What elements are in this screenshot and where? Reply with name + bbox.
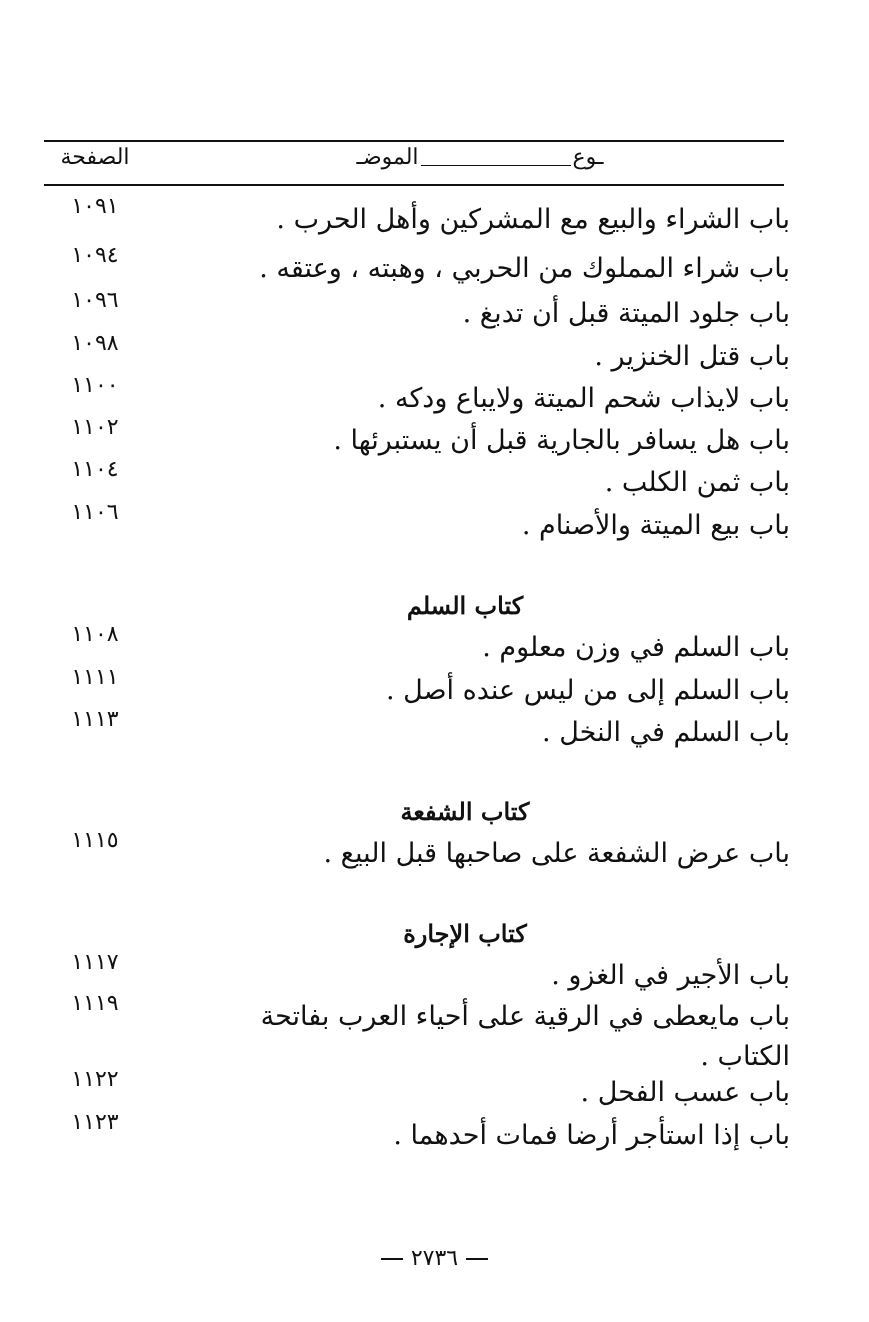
entry-title-continuation: الكتاب . bbox=[700, 1041, 790, 1072]
entry-title: باب السلم في وزن معلوم . bbox=[482, 632, 790, 663]
book-heading: كتاب الإجارة bbox=[403, 919, 527, 948]
header-page: الصفحة bbox=[60, 145, 130, 170]
footer-dash-left bbox=[381, 1258, 403, 1260]
entry-page: ١١٢٢ bbox=[71, 1067, 119, 1092]
toc-entry[interactable] bbox=[40, 1110, 790, 1158]
entry-page: ١١٠٢ bbox=[71, 415, 119, 440]
toc-entry[interactable] bbox=[40, 950, 790, 998]
header-subject bbox=[340, 143, 620, 181]
toc-entry[interactable] bbox=[40, 457, 790, 505]
entry-title: باب إذا استأجر أرضا فمات أحدهما . bbox=[393, 1120, 790, 1151]
entry-title: باب عسب الفحل . bbox=[580, 1077, 790, 1108]
footer-dash-right bbox=[466, 1258, 488, 1260]
toc-entry[interactable] bbox=[40, 707, 790, 755]
toc-entry[interactable] bbox=[40, 415, 790, 463]
toc-entry[interactable] bbox=[40, 288, 790, 336]
entry-page: ١١١٥ bbox=[71, 828, 119, 853]
entry-title: باب الشراء والبيع مع المشركين وأهل الحرب . bbox=[276, 204, 790, 235]
header-top-rule bbox=[44, 140, 784, 142]
toc-entry[interactable] bbox=[40, 373, 790, 421]
entry-title: باب الأجير في الغزو . bbox=[551, 960, 790, 991]
toc-entry[interactable] bbox=[40, 500, 790, 548]
entry-page: ١١١٣ bbox=[71, 707, 119, 732]
entry-page: ١١١٧ bbox=[71, 950, 119, 975]
entry-title: باب مايعطى في الرقية على أحياء العرب بفاتحة bbox=[260, 1001, 790, 1032]
entry-page: ١١٠٤ bbox=[71, 457, 119, 482]
book-heading: كتاب السلم bbox=[406, 591, 524, 620]
entry-page: ١١٢٣ bbox=[71, 1110, 119, 1135]
entry-title: باب السلم في النخل . bbox=[542, 717, 790, 748]
entry-page: ١١٠٨ bbox=[71, 622, 119, 647]
toc-entry[interactable] bbox=[40, 991, 790, 1081]
entry-title: باب قتل الخنزير . bbox=[594, 341, 790, 372]
entry-title: باب شراء المملوك من الحربي ، وهبته ، وعتقه . bbox=[259, 253, 790, 284]
toc-entry[interactable] bbox=[40, 665, 790, 713]
toc-entry[interactable] bbox=[40, 1067, 790, 1115]
toc-entry[interactable] bbox=[40, 622, 790, 670]
header-subject-end: ـوع bbox=[572, 145, 604, 170]
header-subject-start: الموضـ bbox=[356, 145, 419, 170]
entry-page: ١١٠٠ bbox=[71, 373, 119, 398]
entry-title: باب السلم إلى من ليس عنده أصل . bbox=[385, 675, 790, 706]
entry-title: باب بيع الميتة والأصنام . bbox=[521, 510, 790, 541]
toc-entry[interactable] bbox=[40, 828, 790, 876]
entry-page: ١١١٩ bbox=[71, 991, 119, 1016]
page-number: ٢٧٣٦ bbox=[410, 1246, 459, 1271]
header-subject-stretch bbox=[421, 151, 571, 166]
entry-title: باب لايذاب شحم الميتة ولايباع ودكه . bbox=[377, 383, 790, 414]
entry-page: ١٠٩٤ bbox=[71, 243, 119, 268]
entry-title: باب هل يسافر بالجارية قبل أن يستبرئها . bbox=[333, 425, 790, 456]
entry-page: ١١١١ bbox=[71, 665, 119, 690]
page-footer bbox=[0, 1243, 869, 1275]
book-heading: كتاب الشفعة bbox=[400, 797, 530, 826]
toc-entry[interactable] bbox=[40, 243, 790, 291]
entry-page: ١٠٩٦ bbox=[71, 288, 119, 313]
toc-entry[interactable] bbox=[40, 331, 790, 379]
header-bottom-rule bbox=[44, 184, 784, 186]
entry-page: ١٠٩٨ bbox=[71, 331, 119, 356]
entry-title: باب جلود الميتة قبل أن تدبغ . bbox=[462, 298, 790, 329]
toc-entry[interactable] bbox=[40, 194, 790, 242]
entry-title: باب ثمن الكلب . bbox=[604, 467, 790, 498]
entry-page: ١٠٩١ bbox=[71, 194, 119, 219]
entry-page: ١١٠٦ bbox=[71, 500, 119, 525]
entry-title: باب عرض الشفعة على صاحبها قبل البيع . bbox=[323, 838, 790, 869]
